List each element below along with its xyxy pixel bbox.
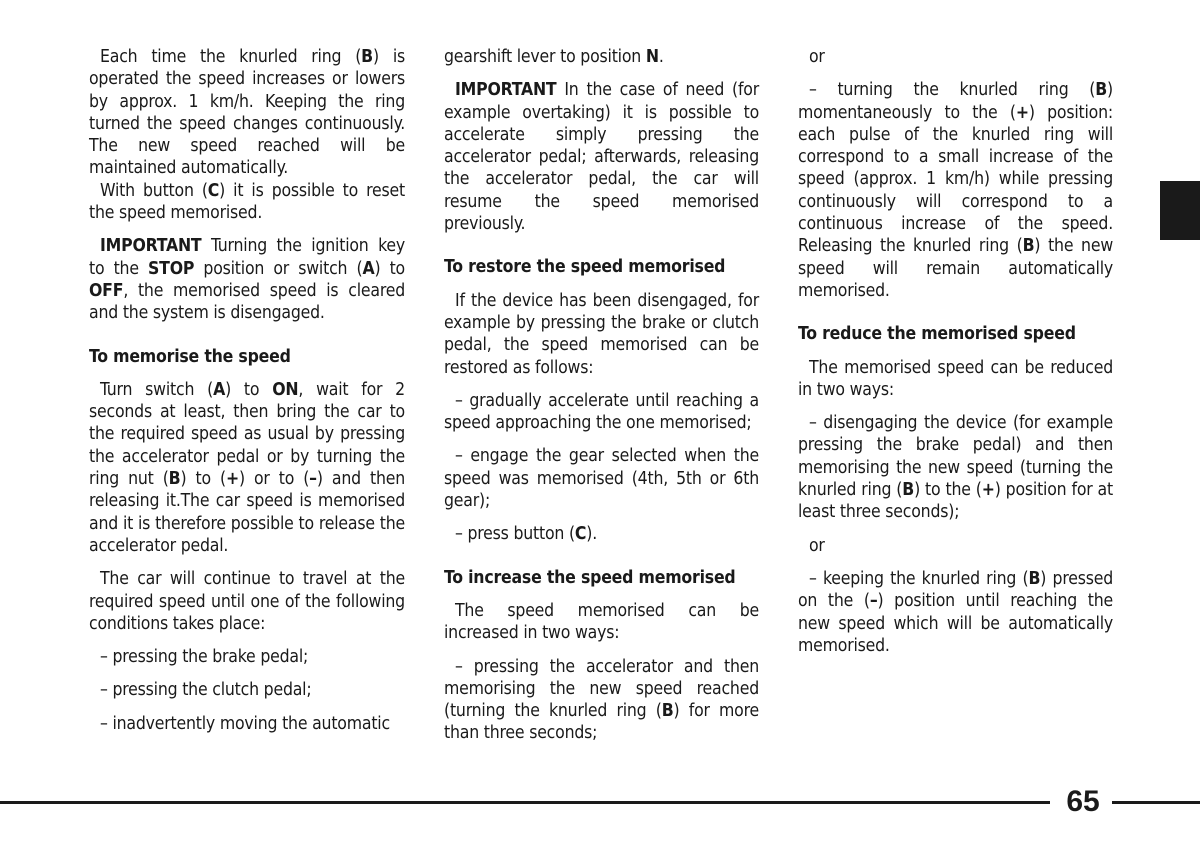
list-item-engage-gear: – engage the gear selected when the speed was memorised (4th, 5th or 6th gear);	[444, 446, 759, 512]
paragraph-important-overtaking: IMPORTANT In the case of need (for example overtaking) it is possible to accelerate simply pressing the accelerator pedal; afterwards, releasing the accelerator pedal, the car will resume the speed memorised previously.	[444, 80, 759, 235]
paragraph-knurled-ring: Each time the knurled ring (B) is operated the speed increases or lowers by approx. 1 km/h. Keeping the ring turned the speed changes continuously. The new speed reached will be maintained automatically.	[89, 47, 405, 179]
paragraph-reduce-intro: The memorised speed can be reduced in two ways:	[798, 357, 1113, 400]
footer-rule-right	[1112, 801, 1200, 804]
heading-reduce-speed: To reduce the memorised speed	[798, 324, 1076, 345]
list-item-press-button: – press button (C).	[455, 524, 598, 545]
list-item-disengage: – disengaging the device (for example pressing the brake pedal) and then memorising the new speed (turning the knurled ring (B) to the (+) position for at least three seconds);	[798, 413, 1113, 523]
heading-restore-speed: To restore the speed memorised	[444, 257, 726, 278]
paragraph-important-ignition: IMPORTANT Turning the ignition key to the STOP position or switch (A) to OFF, the memorised speed is cleared and the system is disengaged.	[89, 236, 405, 324]
paragraph-conditions: The car will continue to travel at the required speed until one of the following conditions takes place:	[89, 569, 405, 634]
text-column-3	[798, 46, 1113, 668]
list-item-press-accelerator: – pressing the accelerator and then memorising the new speed reached (turning the knurled ring (B) for more than three seconds;	[444, 656, 759, 744]
paragraph-gearshift-continued: gearshift lever to position N.	[444, 47, 664, 67]
heading-memorise-speed: To memorise the speed	[89, 346, 291, 367]
paragraph-restore-intro: If the device has been disengaged, for example by pressing the brake or clutch pedal, the speed memorised can be restored as follows:	[444, 290, 759, 378]
list-item-brake: – pressing the brake pedal;	[100, 647, 309, 668]
page-number: 65	[1066, 785, 1100, 818]
text-or: or	[809, 47, 825, 67]
section-thumb-tab	[1160, 181, 1200, 240]
list-item-keep-pressed: – keeping the knurled ring (B) pressed on the (–) position until reaching the new speed which will be automatically memorised.	[798, 568, 1113, 656]
list-item-gearshift: – inadvertently moving the automatic	[100, 713, 390, 734]
list-item-accelerate: – gradually accelerate until reaching a speed approaching the one memorised;	[444, 390, 759, 434]
paragraph-increase-intro: The speed memorised can be increased in two ways:	[444, 600, 759, 644]
paragraph-memorise-steps: Turn switch (A) to ON, wait for 2 seconds at least, then bring the car to the required speed as usual by pressing the accelerator pedal or by turning the ring nut (B) to (+) or to (–) and then releasing it.The car speed is memorised and it is therefore possible to release the accelerator pedal.	[89, 379, 405, 556]
footer-rule-left	[0, 801, 1050, 804]
list-item-turn-ring: – turning the knurled ring (B) momentaneously to the (+) position: each pulse of the knurled ring will correspond to a small increase of the speed (approx. 1 km/h) while pressing continuously will correspond to a continuous increase of the speed. Releasing the knurled ring (B) the new speed will remain automatically memorised.	[798, 80, 1113, 301]
list-item-clutch: – pressing the clutch pedal;	[100, 680, 312, 701]
text-column-1	[89, 46, 405, 746]
text-or: or	[809, 535, 825, 556]
heading-increase-speed: To increase the speed memorised	[444, 567, 736, 588]
paragraph-reset-button: With button (C) it is possible to reset the speed memorised.	[89, 180, 405, 224]
text-column-2	[444, 46, 759, 756]
